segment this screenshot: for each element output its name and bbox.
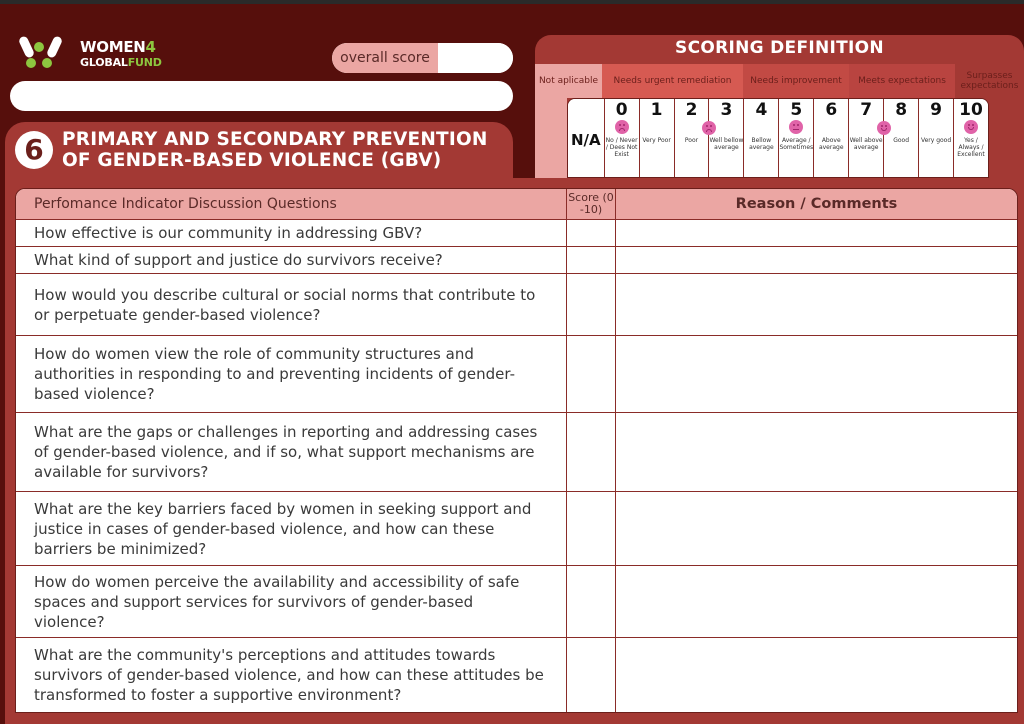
score-desc: Well above average <box>849 137 883 151</box>
header-comments: Reason / Comments <box>735 196 898 212</box>
score-cell-8 <box>884 99 919 177</box>
score-desc: Very Poor <box>642 137 671 144</box>
score-desc: Very good <box>920 137 952 144</box>
table-row <box>16 220 1017 247</box>
score-number: 3 <box>720 100 733 120</box>
table-row <box>16 566 1017 638</box>
logo-text-line1: WOMEN4 <box>80 38 156 56</box>
question-text: How do women view the role of community structures and authorities in responding to and preventing incidents of gender-based violence? <box>16 336 567 412</box>
score-desc: Bellow average <box>749 137 774 151</box>
score-number: 1 <box>650 100 663 120</box>
table-row <box>16 413 1017 492</box>
score-desc: No / Never / Dees Not Exist <box>605 137 638 158</box>
comment-input[interactable] <box>616 274 1017 335</box>
question-text: How would you describe cultural or social norms that contribute to or perpetuate gender-based violence? <box>16 274 567 335</box>
score-cell-4 <box>744 99 779 177</box>
score-cell-3 <box>709 99 744 177</box>
score-input[interactable] <box>567 638 615 712</box>
score-input[interactable] <box>567 413 615 491</box>
score-desc: Average / Sometimes <box>779 137 814 151</box>
score-number: 9 <box>930 100 942 120</box>
category-not-applicable: Not aplicable <box>535 64 602 98</box>
community-name-input[interactable] <box>10 81 513 111</box>
score-number: 2 <box>685 100 698 120</box>
na-label: N/A <box>570 131 601 149</box>
score-input[interactable] <box>567 336 615 412</box>
logo-bar-left <box>18 35 35 59</box>
comment-input[interactable] <box>616 413 1017 491</box>
logo-text-line2: GLOBALFUND <box>80 56 162 69</box>
score-cell-9 <box>919 99 954 177</box>
happy-face-icon <box>964 120 978 134</box>
score-desc: Above average <box>818 137 844 151</box>
score-input[interactable] <box>567 566 615 637</box>
score-number: 4 <box>755 100 768 120</box>
score-number: 8 <box>895 100 908 120</box>
comment-input[interactable] <box>616 638 1017 712</box>
overall-score-input[interactable] <box>438 43 513 73</box>
sad-face-icon <box>615 120 629 134</box>
question-text: What are the key barriers faced by women in seeking support and justice in cases of gender-based violence, and how can these barriers be minimized? <box>16 492 567 565</box>
table-row <box>16 336 1017 413</box>
comment-input[interactable] <box>616 492 1017 565</box>
question-text: What are the gaps or challenges in reporting and addressing cases of gender-based violence, and if so, what support mechanisms are available for survivors? <box>16 413 567 491</box>
section-title-line2: OF GENDER-BASED VIOLENCE (GBV) <box>62 150 442 171</box>
table-row <box>16 247 1017 274</box>
question-text: What are the community's perceptions and attitudes towards survivors of gender-based violence, and how can these attitudes be transformed to foster a supportive environment? <box>16 638 567 712</box>
overall-score-label: overall score <box>332 43 438 73</box>
score-number: 10 <box>959 100 983 120</box>
table-header-row <box>16 189 1017 220</box>
table-row <box>16 274 1017 336</box>
score-number: 5 <box>790 100 803 120</box>
na-column-bg <box>535 98 567 178</box>
score-desc: Well bellow average <box>709 137 744 151</box>
overall-score-field <box>332 43 513 73</box>
score-desc: Yes / Always / Excellent <box>957 137 985 158</box>
logo-bar-right <box>46 35 63 59</box>
category-meets-expectations: Meets expectations <box>849 64 955 98</box>
score-cell-5 <box>779 99 814 177</box>
header-questions: Perfomance Indicator Discussion Questions <box>16 189 567 219</box>
section-number-badge: 6 <box>15 131 53 169</box>
logo-dot <box>26 58 36 68</box>
comment-input[interactable] <box>616 336 1017 412</box>
section-title-line1: PRIMARY AND SECONDARY PREVENTION <box>62 129 488 150</box>
question-text: What kind of support and justice do survivors receive? <box>16 247 567 273</box>
header-score: Score (0 -10) <box>567 189 616 219</box>
score-desc: Poor <box>684 137 699 144</box>
comment-input[interactable] <box>616 566 1017 637</box>
table-row <box>16 492 1017 566</box>
score-number: 0 <box>615 100 628 120</box>
category-surpasses-expectations: Surpasses expectations <box>955 64 1024 98</box>
women4globalfund-logo <box>20 36 180 74</box>
score-number: 6 <box>825 100 838 120</box>
neutral-face-icon <box>789 120 803 134</box>
performance-indicator-table <box>15 188 1018 713</box>
score-input[interactable] <box>567 247 615 273</box>
table-row <box>16 638 1017 712</box>
question-text: How effective is our community in addressing GBV? <box>16 220 567 246</box>
score-cell-na <box>568 99 605 177</box>
score-cell-2 <box>675 99 710 177</box>
score-number: 7 <box>860 100 873 120</box>
category-needs-urgent-remediation: Needs urgent remediation <box>602 64 743 98</box>
logo-dot <box>34 42 44 52</box>
score-cell-0 <box>605 99 640 177</box>
comment-input[interactable] <box>616 220 1017 246</box>
score-desc: Good <box>893 137 910 144</box>
score-cell-1 <box>640 99 675 177</box>
score-input[interactable] <box>567 274 615 335</box>
top-strip <box>0 0 1024 4</box>
score-input[interactable] <box>567 492 615 565</box>
scoring-definition-title: SCORING DEFINITION <box>675 38 884 58</box>
comment-input[interactable] <box>616 247 1017 273</box>
score-cell-10 <box>954 99 988 177</box>
logo-dot <box>42 58 52 68</box>
section-title <box>62 129 488 171</box>
score-input[interactable] <box>567 220 615 246</box>
question-text: How do women perceive the availability and accessibility of safe spaces and support services for survivors of gender-based violence? <box>16 566 567 637</box>
score-scale <box>567 98 989 178</box>
category-needs-improvement: Needs improvement <box>743 64 849 98</box>
score-cell-7 <box>849 99 884 177</box>
score-cell-6 <box>814 99 849 177</box>
